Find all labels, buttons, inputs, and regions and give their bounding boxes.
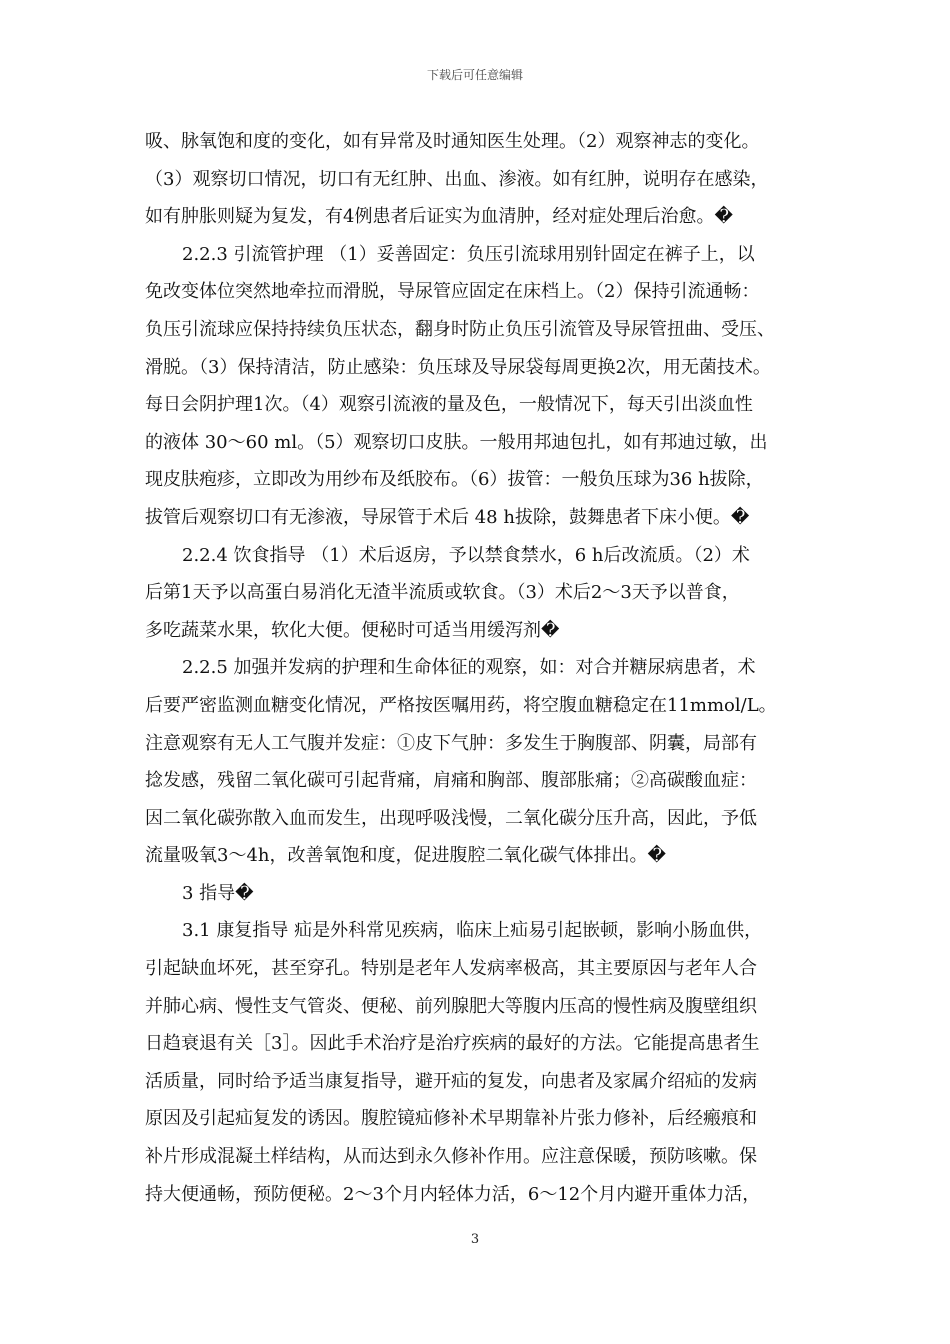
text-line: 补片形成混凝土样结构，从而达到永久修补作用。应注意保暖，预防咳嗽。保 [145,1146,757,1168]
text-line: （3）观察切口情况，切口有无红肿、出血、渗液。如有红肿，说明存在感染， [145,168,769,190]
text-line: 每日会阴护理1次。（4）观察引流液的量及色，一般情况下，每天引出淡血性 [145,394,753,416]
text-line: 日趋衰退有关［3］。因此手术治疗是治疗疾病的最好的方法。它能提高患者生 [145,1033,760,1055]
section-2-2-3-first-line: 2.2.3 引流管护理 （1）妥善固定：负压引流球用别针固定在裤子上，以 [182,243,755,265]
text-line: 如有肿胀则疑为复发，有4例患者后证实为血清肿，经对症处理后治愈。� [145,206,733,228]
text-line: 后第1天予以高蛋白易消化无渣半流质或软食。（3）术后2～3天予以普食， [145,582,740,604]
text-line: 负压引流球应保持持续负压状态，翻身时防止负压引流管及导尿管扭曲、受压、 [145,318,775,340]
text-line: 引起缺血坏死，甚至穿孔。特别是老年人发病率极高，其主要原因与老年人合 [145,958,757,980]
text-line: 注意观察有无人工气腹并发症：①皮下气肿：多发生于胸腹部、阴囊，局部有 [145,732,757,754]
text-line: 活质量，同时给予适当康复指导，避开疝的复发，向患者及家属介绍疝的发病 [145,1070,757,1092]
text-line: 滑脱。（3）保持清洁，防止感染：负压球及导尿袋每周更换2次，用无菌技术。 [145,356,771,378]
text-line: 多吃蔬菜水果，软化大便。便秘时可适当用缓泻剂� [145,619,560,641]
text-line: 现皮肤疱疹，立即改为用纱布及纸胶布。（6）拔管：一般负压球为36 h拔除， [145,469,764,491]
text-line: 免改变体位突然地牵拉而滑脱，导尿管应固定在床档上。（2）保持引流通畅： [145,281,760,303]
text-line: 因二氧化碳弥散入血而发生，出现呼吸浅慢，二氧化碳分压升高，因此，予低 [145,807,757,829]
section-3-heading: 3 指导� [182,882,254,904]
document-body [145,123,813,1213]
text-line: 吸、脉氧饱和度的变化，如有异常及时通知医生处理。（2）观察神志的变化。 [145,131,760,152]
section-2-2-5-first-line: 2.2.5 加强并发病的护理和生命体征的观察，如：对合并糖尿病患者，术 [182,657,756,679]
text-line: 流量吸氧3～4h，改善氧饱和度，促进腹腔二氧化碳气体排出。� [145,845,666,867]
text-line: 持大便通畅，预防便秘。2～3个月内轻体力活，6～12个月内避开重体力活， [145,1183,761,1205]
text-line: 后要严密监测血糖变化情况，严格按医嘱用药，将空腹血糖稳定在11mmol/L。 [145,694,777,716]
text-line: 原因及引起疝复发的诱因。腹腔镜疝修补术早期靠补片张力修补，后经瘢痕和 [145,1108,757,1130]
section-2-2-4-first-line: 2.2.4 饮食指导 （1）术后返房，予以禁食禁水，6 h后改流质。（2）术 [182,544,750,566]
page-number: 3 [470,1232,480,1247]
text-line: 并肺心病、慢性支气管炎、便秘、前列腺肥大等腹内压高的慢性病及腹壁组织 [145,995,757,1017]
section-3-1-first-line: 3.1 康复指导 疝是外科常见疾病，临床上疝易引起嵌顿，影响小肠血供， [182,920,763,942]
page-header: 下载后可任意编辑 [426,68,523,82]
text-line: 捻发感，残留二氧化碳可引起背痛，肩痛和胸部、腹部胀痛；②高碳酸血症： [145,770,757,792]
text-line: 拔管后观察切口有无渗液，导尿管于术后 48 h拔除，鼓舞患者下床小便。� [145,506,750,528]
text-line: 的液体 30～60 ml。（5）观察切口皮肤。一般用邦迪包扎，如有邦迪过敏，出 [145,431,768,453]
